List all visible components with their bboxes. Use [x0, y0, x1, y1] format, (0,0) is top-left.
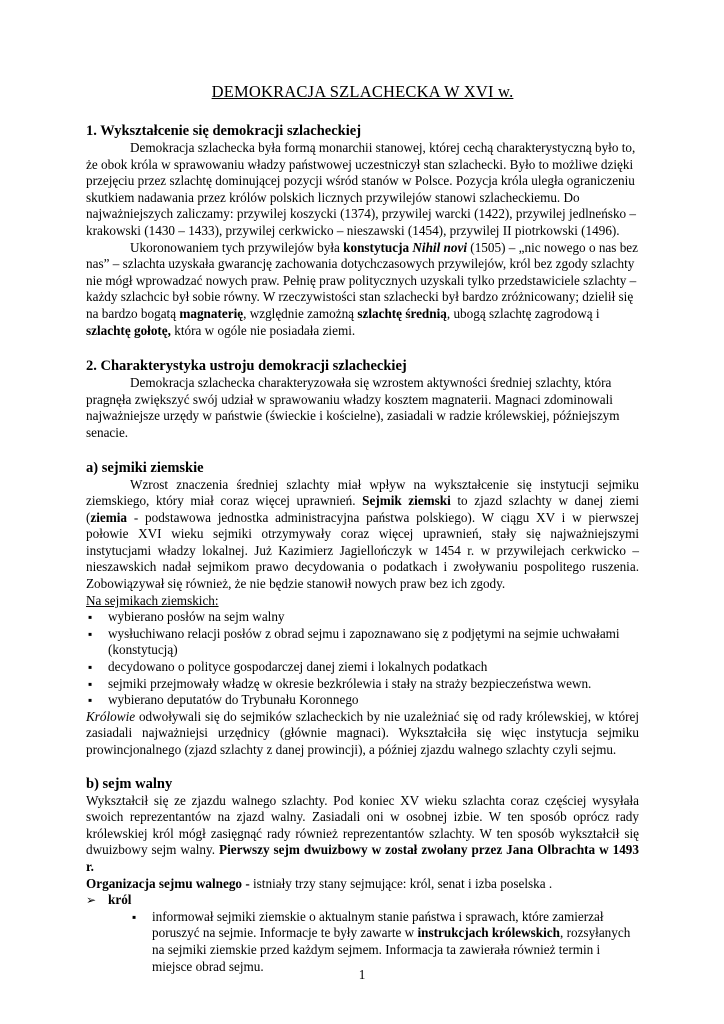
subsection-a-paragraph-1: Wzrost znaczenia średniej szlachty miał wpływ na wykształcenie się instytucji sejmiku ziemskiego, który miał coraz więcej uprawnień. Sejmik ziemski to zjazd szlachty w danej ziemi (ziemia - podstawowa jednostka administracyjna państwa polskiego). W ciągu XV i w pierwszej połowie XVI wieku sejmiki otrzymywały coraz więcej uprawnień, stały się najważniejszymi instytucjami władzy lokalnej. Już Kazimierz Jagiellończyk w 1454 r. w przywilejach cerkwicko – nieszawskich nadał sejmikom prawo decydowania o podatkach i zwoływaniu pospolitego ruszenia. Zobowiązywał się również, że nie będzie stanowił nowych praw bez ich zgody.	[86, 476, 640, 592]
list-item: ▪ sejmiki przejmowały władzę w okresie bezkrólewia i stały na straży bezpieczeństwa wewn.	[86, 676, 639, 693]
organization-paragraph: Organizacja sejmu walnego - istniały trzy stany sejmujące: król, senat i izba poselska .	[86, 875, 553, 891]
subsection-b-paragraph-1: Wykształcił się ze zjazdu walnego szlachty. Pod koniec XV wieku szlachta coraz częściej wysyłała swoich reprezentantów na zjazd walny. Zasiadali oni w osobnej izbie. W ten sposób oprócz rady królewskiej król mógł zasięgnąć rady również reprezentantów szlachty. W ten sposób wykształcił się dwuizbowy sejm walny. Pierwszy sejm dwuizbowy w został zwołany przez Jana Olbrachta w 1493 r.	[86, 792, 639, 874]
subsection-b-heading: b) sejm walny	[86, 775, 173, 792]
list-item: ▪ wybierano posłów na sejm walny	[86, 609, 639, 626]
list-item: ▪ decydowano o polityce gospodarczej danej ziemi i lokalnych podatkach	[86, 659, 639, 676]
document-page	[86, 82, 639, 975]
section-1-paragraph-2: Ukoronowaniem tych przywilejów była konstytucja Nihil novi (1505) – „nic nowego o nas bez nas” – szlachta uzyskała gwarancję zachowania dotychczasowych przywilejów, król bez zgody szlachty nie mógł wprowadzać nowych praw. Pełnię praw politycznych uzyskali tylko przedstawiciele szlachty – każdy szlachcic był sobie równy. W rzeczywistości stan szlachecki był bardzo zróżnicowany; dzielił się na bardzo bogatą magnaterię, względnie zamożną szlachtę średnią, ubogą szlachtę zagrodową i szlachtę gołotę, która w ogóle nie posiadała ziemi.	[86, 239, 639, 338]
section-1-heading: 1. Wykształcenie się demokracji szlacheckiej	[86, 123, 362, 139]
section-2-heading: 2. Charakterystyka ustroju demokracji szlacheckiej	[86, 358, 407, 375]
section-1-paragraph-1: Demokracja szlachecka była formą monarchii stanowej, której cechą charakterystyczną było to, że obok króla w sprawowaniu władzy państwowej uczestniczył stan szlachecki. Było to możliwe dzięki przejęciu przez szlachtę dominującej pozycji wśród stanów w Polsce. Pozycja króla uległa ograniczeniu skutkiem nadawania przez królów polskich licznych przywilejów stanowi szlacheckiemu. Do najważniejszych zaliczamy: przywilej koszycki (1374), przywilej warcki (1422), przywilej jedlneńsko – krakowski (1430 – 1433), przywilej cerkwicko – nieszawski (1454), przywilej II piotrkowski (1496).	[86, 140, 637, 238]
sejmiki-list	[86, 609, 639, 709]
list-item: ▪ informował sejmiki ziemskie o aktualnym stanie państwa i sprawach, które zamierzał poruszyć na sejmie. Informacje te były zawarte w instrukcjach królewskich, rozsyłanych na sejmiki ziemskie przed każdym sejmem. Informacja ta zawierała również termin i miejsce obrad sejmu.	[130, 909, 639, 975]
list-item: ▪ wysłuchiwano relacji posłów z obrad sejmu i zapoznawano się z podjętymi na sejmie uchwałami (konstytucją)	[86, 626, 639, 659]
document-title: DEMOKRACJA SZLACHECKA W XVI w.	[211, 82, 514, 101]
subsection-a-paragraph-2: Królowie odwoływali się do sejmików szlacheckich by nie uzależniać się od rady królewskiej, w której zasiadali najważniejsi urzędnicy (głównie magnaci). Wykształciła się więc instytucja sejmiku prowincjonalnego (zjazd szlachty z danej prowincji), a później zjazdu walnego szlachty czyli sejmu.	[86, 708, 639, 757]
subsection-a-heading: a) sejmiki ziemskie	[86, 459, 204, 476]
krol-sublist	[86, 909, 639, 975]
page-number: 1	[358, 967, 366, 982]
sejmiki-list-label: Na sejmikach ziemskich:	[86, 592, 219, 608]
list-item: ▪ wybierano deputatów do Trybunału Koronnego	[86, 692, 639, 709]
krol-list-item: ➢ król	[86, 892, 639, 909]
section-2-paragraph-1: Demokracja szlachecka charakteryzowała się wzrostem aktywności średniej szlachty, która pragnęła zwiększyć swój udział w sprawowaniu władzy kosztem magnaterii. Magnaci zdominowali najważniejsze urzędy w państwie (świeckie i kościelne), zasiadali w radzie królewskiej, późniejszym senacie.	[86, 375, 620, 440]
